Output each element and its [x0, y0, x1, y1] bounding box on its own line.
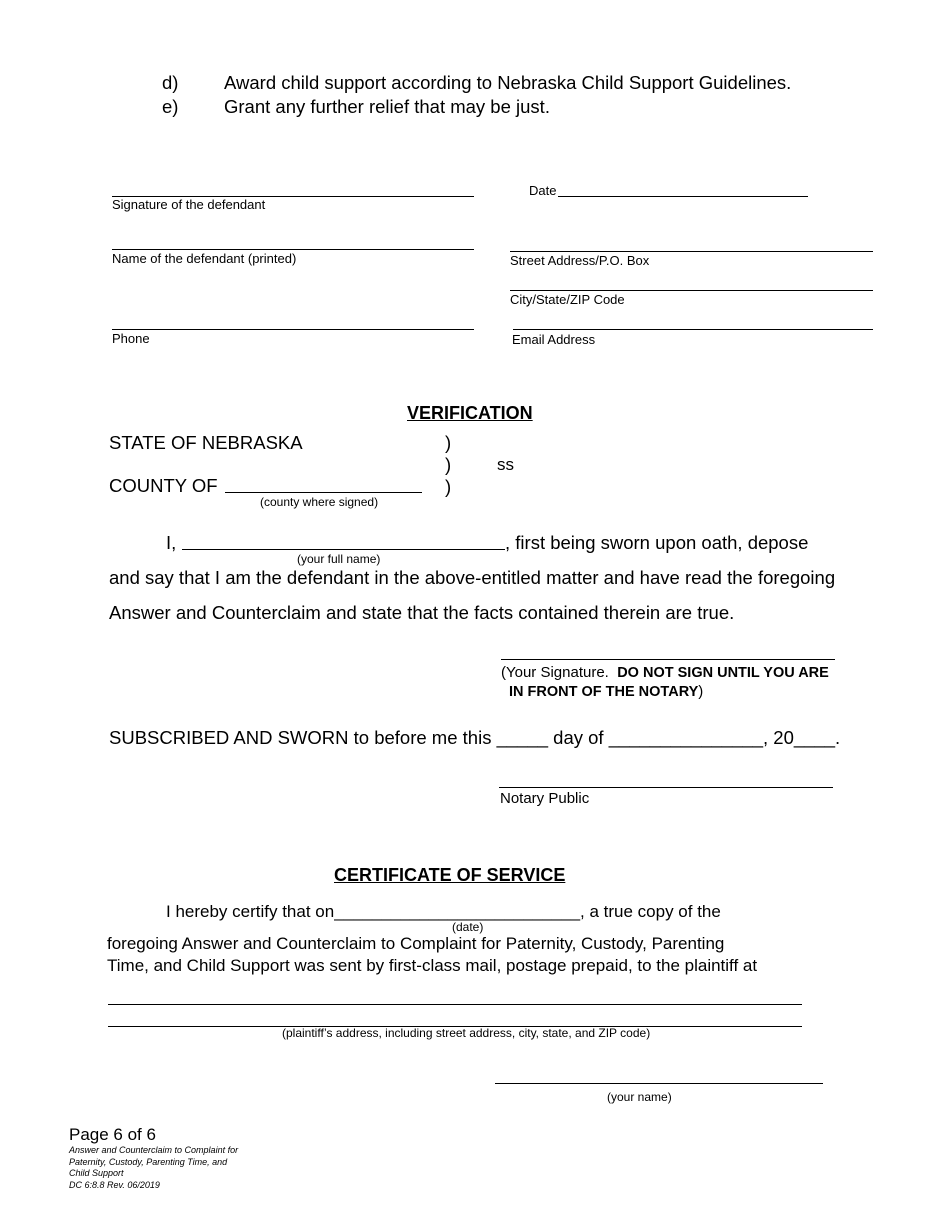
certificate-line-1-end: , a true copy of the — [580, 902, 721, 921]
email-label: Email Address — [512, 332, 596, 347]
email-line[interactable] — [513, 329, 873, 330]
relief-item-e-letter: e) — [162, 96, 179, 117]
signature-note-line-2 — [509, 683, 703, 700]
page-number: Page 6 of 6 — [69, 1125, 156, 1144]
certificate-line-1 — [166, 902, 721, 922]
phone-line[interactable] — [112, 329, 474, 330]
date-label: Date — [529, 183, 557, 198]
your-name-hint: (your name) — [607, 1090, 672, 1104]
form-title-line-3: Child Support — [69, 1168, 124, 1178]
signature-note-warning: DO NOT SIGN UNTIL YOU ARE — [617, 665, 829, 681]
service-date-hint: (date) — [452, 920, 484, 934]
notary-label: Notary Public — [500, 790, 590, 807]
state-label: STATE OF NEBRASKA — [109, 432, 303, 453]
printed-name-line[interactable] — [112, 249, 474, 250]
phone-label: Phone — [112, 331, 150, 346]
county-line[interactable] — [225, 492, 422, 493]
ss-label: ss — [497, 455, 514, 474]
date-line[interactable] — [558, 196, 808, 197]
oath-end: , first being sworn upon oath, depose — [505, 532, 809, 553]
signature-note-prefix: (Your Signature. — [501, 664, 609, 681]
verification-heading: VERIFICATION — [407, 403, 533, 423]
notary-signature-line[interactable] — [499, 787, 833, 788]
plaintiff-address-line-1[interactable] — [108, 1004, 802, 1005]
certificate-line-3: Time, and Child Support was sent by first-class mail, postage prepaid, to the plaintiff at — [107, 956, 758, 975]
full-name-line[interactable] — [182, 549, 505, 550]
city-state-zip-label: City/State/ZIP Code — [510, 292, 625, 307]
certificate-line-2: foregoing Answer and Counterclaim to Complaint for Paternity, Custody, Parenting — [107, 934, 725, 953]
paren-1: ) — [445, 432, 452, 453]
oath-start: I, — [166, 532, 177, 553]
relief-item-e-text: Grant any further relief that may be just. — [224, 96, 550, 117]
signature-note-line-1 — [501, 664, 829, 681]
oath-line-2: and say that I am the defendant in the above-entitled matter and have read the foregoing — [109, 567, 836, 588]
certificate-heading: CERTIFICATE OF SERVICE — [334, 865, 566, 885]
plaintiff-address-hint: (plaintiff’s address, including street address, city, state, and ZIP code) — [282, 1026, 651, 1040]
relief-item-d-text: Award child support according to Nebraska Child Support Guidelines. — [224, 72, 792, 93]
city-state-zip-line[interactable] — [510, 290, 873, 291]
paren-2: ) — [445, 454, 452, 475]
service-date-blank[interactable]: __________________________ — [334, 902, 581, 921]
relief-item-d-letter: d) — [162, 72, 179, 93]
sworn-statement: SUBSCRIBED AND SWORN to before me this _____ day of _______________, 20____. — [109, 727, 841, 748]
paren-3: ) — [445, 476, 452, 497]
form-title-line-1: Answer and Counterclaim to Complaint for — [69, 1145, 239, 1155]
county-hint: (county where signed) — [260, 495, 379, 509]
county-label: COUNTY OF — [109, 475, 218, 496]
form-code: DC 6:8.8 Rev. 06/2019 — [69, 1179, 160, 1190]
signature-note-notary: IN FRONT OF THE NOTARY — [509, 684, 699, 700]
signature-note-close: ) — [698, 683, 704, 700]
oath-line-3: Answer and Counterclaim and state that the facts contained therein are true. — [109, 602, 735, 623]
form-title-line-2: Paternity, Custody, Parenting Time, and — [69, 1156, 228, 1167]
street-address-line[interactable] — [510, 251, 873, 252]
printed-name-label: Name of the defendant (printed) — [112, 251, 297, 266]
your-name-line[interactable] — [495, 1083, 823, 1084]
your-signature-line[interactable] — [501, 659, 835, 660]
certificate-line-1-start: I hereby certify that on — [166, 902, 335, 921]
full-name-hint: (your full name) — [297, 552, 381, 566]
signature-label: Signature of the defendant — [112, 197, 266, 212]
street-address-label: Street Address/P.O. Box — [510, 253, 650, 268]
